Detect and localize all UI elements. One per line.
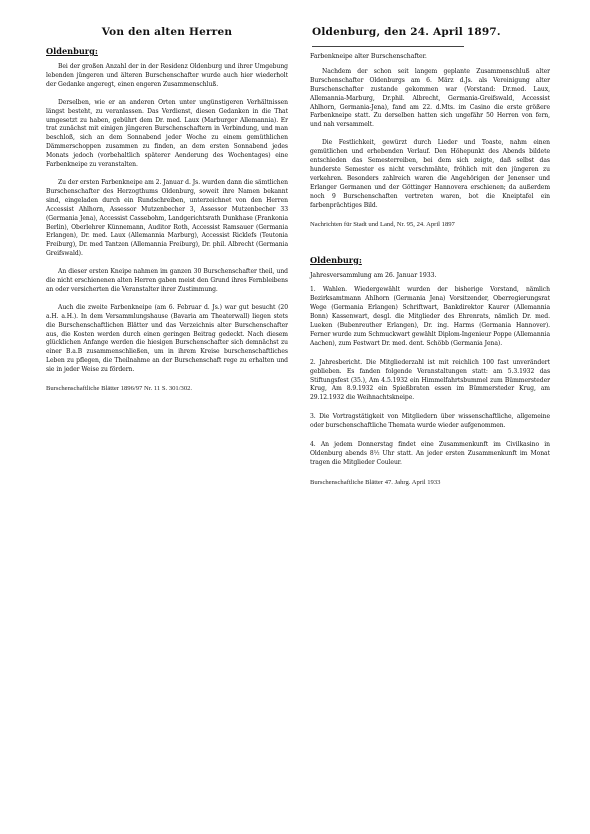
- left-column: [46, 26, 288, 393]
- paragraph: Zu der ersten Farbenkneipe am 2. Januar d. Js. wurden dann die sämtlichen Burschenschafter des Herzogthums Oldenburg, soweit ihre Namen bekannt sind, eingeladen durch ein Rundschreiben, unterzeichnet von den Herren Accessist Ahlhorn, Assessor Mutzenbecher 3, Assessor Mutzenbecher 33 (Germania Jena), Accessist Cassebohm, Landgerichtsrath Dunkhase (Frankonia Berlin), Oberlehrer Künnemann, Auditor Roth, Accessist Ramsauer (Germania Erlangen), Dr. med. Laux (Allemannia Marburg), Accessist Ricklefs (Teutonia Freiburg), Dr. med Tantzen (Allemannia Freiburg), Dr. phil. Albrecht (Germania Greifswald).: [46, 178, 288, 258]
- paragraph: Derselben, wie er an anderen Orten unter ungünstigeren Verhältnissen längst besteht, zu veranlassen. Das Verdienst, diesen Gedanken in die That umgesetzt zu haben, gebührt dem Dr. med. Laux (Marburger Allemannia). Er trat zunächst mit einigen jüngeren Burschenschaftern in Verbindung, und man beschloß, sich an dem Sonnabend jeder Woche zu einem gemüthlichen Dämmerschoppen zusammen zu finden, an dem ersten Sonnabend jedes Monats jedoch (vorbehaltlich späterer Aenderung des Wochentages) eine Farbenkneipe zu veranstalten.: [46, 98, 288, 169]
- section-heading-oldenburg: Oldenburg:: [310, 254, 362, 265]
- paragraph: Bei der großen Anzahl der in der Residenz Oldenburg und ihrer Umgebung lebenden jüngeren und älteren Burschenschafter wurde auch hier wiederholt der Gedanke angeregt, einen engeren Zusammenschluß.: [46, 63, 288, 88]
- paragraph: An dieser ersten Kneipe nahmen im ganzen 30 Burschenschafter theil, und die nicht erschienenen alten Herren gaben meist den Grund ihres Fernbleibens an oder versicherten die Veranstalter ihrer Zustimmung.: [46, 268, 288, 293]
- report-subtitle: Farbenkneipe alter Burschenschafter.: [310, 53, 427, 60]
- right-column: [310, 26, 550, 487]
- report-dateline: Oldenburg, den 24. April 1897.: [312, 26, 501, 38]
- source-citation: Nachrichten für Stadt und Land, Nr. 95, 24. April 1897: [310, 220, 455, 228]
- agenda-item: 3. Die Vortragstätigkeit von Mitgliedern über wissenschaftliche, allgemeine oder burschenschaftliche Themata wurde wieder aufgenommen.: [310, 413, 550, 430]
- source-citation: Burschenschaftliche Blätter 47. Jahrg. April 1933: [310, 478, 441, 486]
- title-underline: [312, 46, 464, 47]
- section-heading-oldenburg: Oldenburg:: [46, 46, 98, 56]
- agenda-item: 2. Jahresbericht. Die Mitgliederzahl ist mit reichlich 100 fast unverändert geblieben. Es fanden folgende Veranstaltungen statt: am 5.3.1932 das Stiftungsfest (35.), Am 4.5.1932 ein Himmelfahrtsbummel zum Bümmersteder Krug, Am 8.9.1932 ein Spießbraten essen im Bümmersteder Krug, am 29.12.1932 die Weihnachtskneipe.: [310, 358, 550, 402]
- paragraph: Auch die zweite Farbenkneipe (am 6. Februar d. Js.) war gut besucht (20 a.H. a.H.). In dem Versammlungshause (Bavaria am Theaterwall) liegen stets die Burschenschaftlichen Blätter und das Verzeichnis alter Burschenschafter aus, die Kosten werden durch einen geringen Beitrag gedeckt. Nach diesem glücklichen Anfange werden die hiesigen Burschenschafter sich demnächst zu einer B.a.B zusammenschließen, um in ihrem Kreise burschenschaftliches Leben zu pflegen, die Theilnahme an der Burschenschaft rege zu erhalten und sie in jeder Weise zu fördern.: [46, 303, 288, 374]
- agenda-item: 1. Wahlen. Wiedergewählt wurden der bisherige Vorstand, nämlich Bezirksamtmann Ahlhorn (Germania Jena) Vorsitzender, Oberregierungsrat Wege (Germania Erlangen) Schriftwart, Bankdirektor Kaurer (Allemannia Bonn) Kassenwart, desgl. die Mitglieder des Ehrenrats, nämlich Dr. med. Lueken (Bubenreuther Erlangen), Dr. ing. Harms (Germania Hannover). Ferner wurde zum Schmuckwart gewählt Diplom-Ingenieur Poppe (Allemannia Aachen), zum Festwart Dr. med. dent. Schöbb (Germania Jena).: [310, 286, 550, 347]
- paragraph: Nachdem der schon seit langem geplante Zusammenschluß alter Burschenschafter Oldenburgs am 6. März d.Js. als Vereinigung alter Burschenschafter zustande gekommen war (Vorstand: Dr.med. Laux, Allemannia-Marburg, Dr.phil. Albrecht, Germania-Greifswald, Accessist Ahlhorn, Germania-Jena), fand am 22. d.Mts. im Casino die erste größere Farbenkneipe statt. Zu derselben hatten sich ungefähr 50 Herren von fern, und nah versammelt.: [310, 67, 550, 129]
- source-citation: Burschenschaftliche Blätter 1896/97 Nr. 11 S. 301/302.: [46, 385, 193, 393]
- meeting-heading: Jahresversammlung am 26. Januar 1933.: [310, 271, 437, 279]
- agenda-item: 4. An jedem Donnerstag findet eine Zusammenkunft im Civilkasino in Oldenburg abends 8½ Uhr statt. An jeder ersten Zusammenkunft im Monat tragen die Mitglieder Couleur.: [310, 441, 550, 466]
- article-title: Von den alten Herren: [101, 26, 233, 38]
- paragraph: Die Festlichkeit, gewürzt durch Lieder und Toaste, nahm einen gemütlichen und erhebenden Verlauf. Den Höhepunkt des Abends bildete entschieden das Semesterreiben, bei dem sich zeigte, daß selbst das hunderste Semester es nicht verschmähte, fröhlich mit den jüngeren zu verkehren. Besonders zahlreich waren die Angehörigen der Jenenser und Erlanger Germanen und der Göttinger Hannovera erschienen; da außerdem noch 9 Burschenschaften vertreten waren, bot die Kneiptafel ein farbenprächtiges Bild.: [310, 139, 550, 209]
